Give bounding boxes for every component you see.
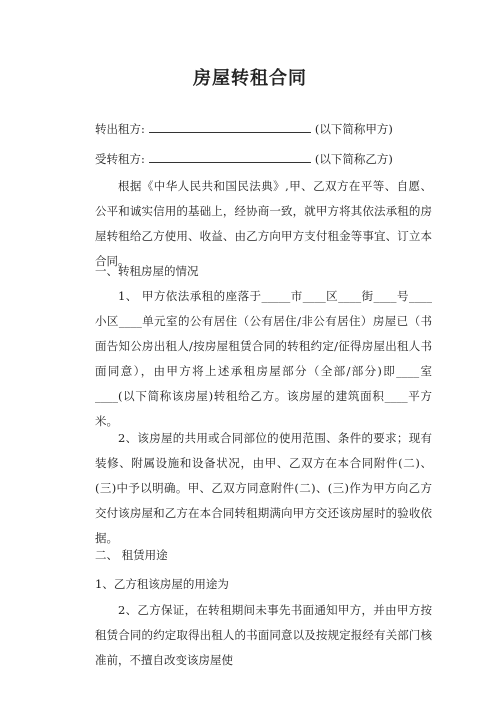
lessor-suffix: (以下简称甲方)	[314, 122, 393, 136]
lessee-suffix: (以下简称乙方)	[314, 152, 393, 166]
lessee-line	[95, 151, 393, 167]
clause-1-2: 2、该房屋的共用或合同部位的使用范围、条件的要求；现有装修、附属设施和设备状况，由甲、乙双方在本合同附件(二)、(三)中予以明确。甲、乙双方同意附件(二)、(三)作为甲方向乙方交付该房屋和乙方在本合同转租期满向甲方交还该房屋时的验收依据。	[95, 431, 432, 545]
lessee-label: 受转租方:	[95, 152, 145, 166]
section-1-heading: 一、转租房屋的情况	[95, 264, 199, 278]
clause-2-2: 2、乙方保证，在转租期间未事先书面通知甲方，并由甲方按租赁合同的约定取得出租人的书面同意以及按规定报经有关部门核准前，不擅自改变该房屋使	[95, 603, 432, 667]
lessor-blank	[149, 122, 311, 133]
lessor-line	[95, 121, 393, 137]
lessee-blank	[149, 152, 311, 163]
preamble-paragraph: 根据《中华人民共和国民法典》,甲、乙双方在平等、自愿、公平和诚实信用的基础上，经协商一致，就甲方将其依法承租的房屋转租给乙方使用、收益、由乙方向甲方支付租金等事宜、订立本合同。	[95, 179, 432, 268]
document-title: 房屋转租合同	[193, 68, 307, 89]
clause-2-1: 1、乙方租该房屋的用途为	[95, 577, 229, 591]
clause-1-1: 1、 甲方依法承租的座落于_____市____区____街____号____小区____单元室的公有居住（公有居住/非公有居住）房屋已（书面告知公房出租人/按房屋租赁合同的转租约定/征得房屋出租人书面同意），由甲方将上述承租房屋部分（全部/部分)即____室____(以下简称该房屋)转租给乙方。该房屋的建筑面积____平方米。	[95, 289, 432, 428]
lessor-label: 转出租方:	[95, 122, 145, 136]
section-2-heading: 二、 租赁用途	[95, 548, 168, 562]
